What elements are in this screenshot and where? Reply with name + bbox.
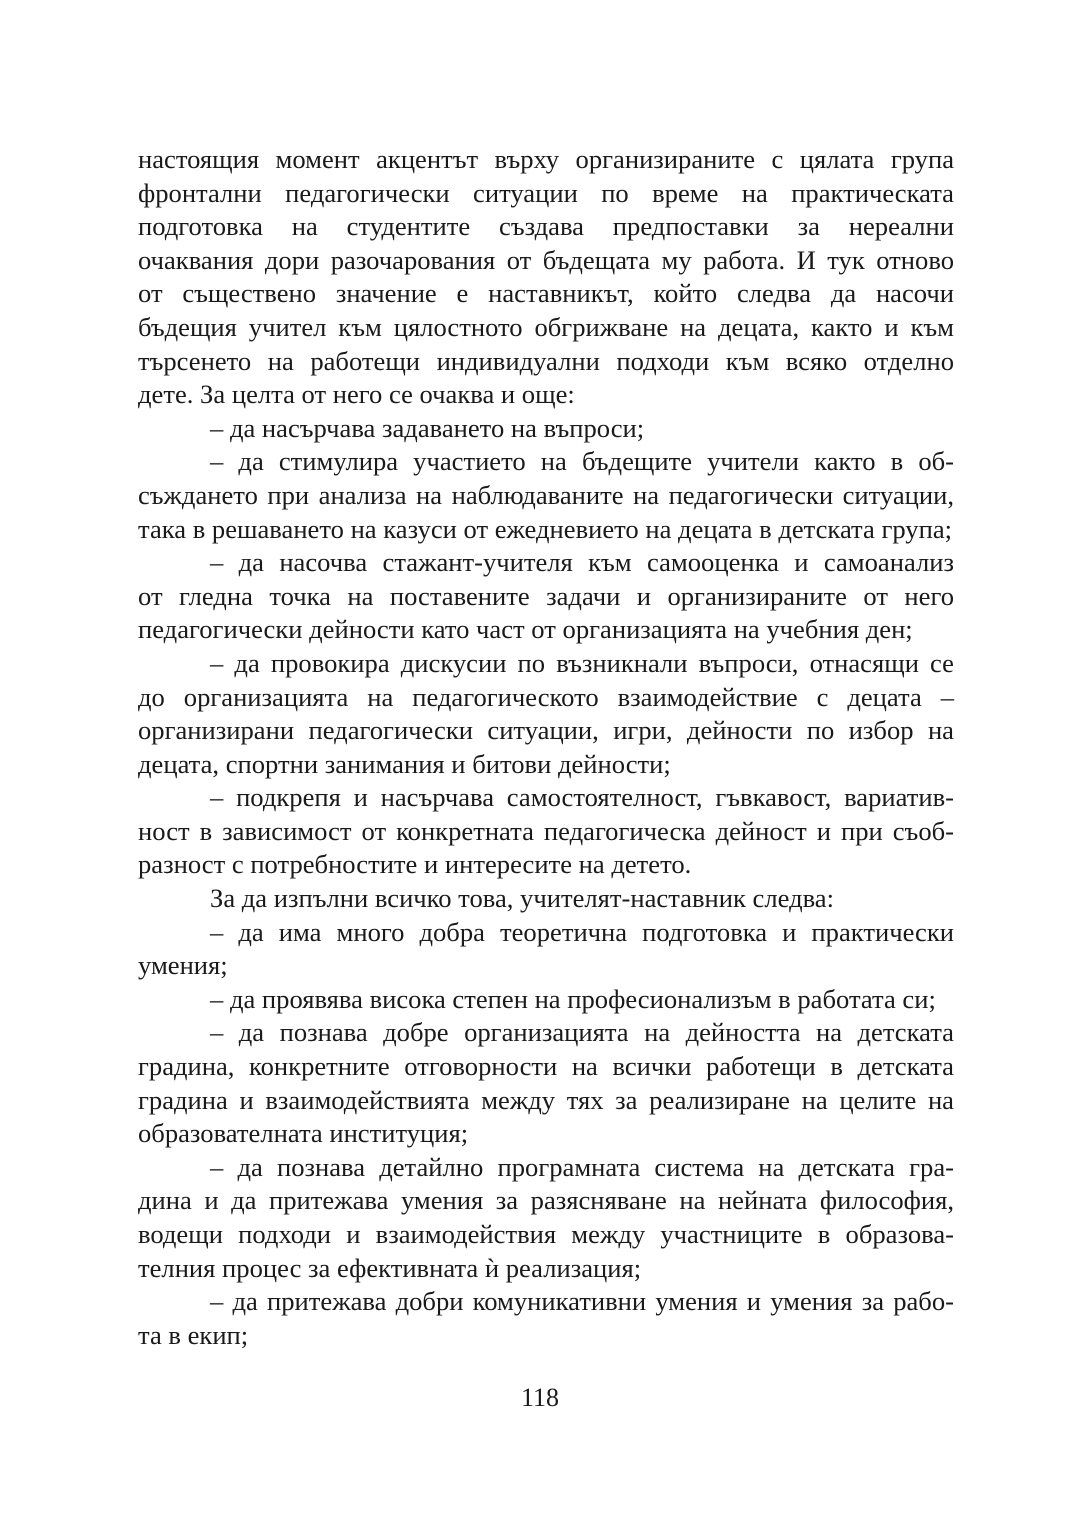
list-item-line: – да има много добра теоретична подготовка и практически [210, 916, 954, 947]
text-line: бъдещия учител към цялостното обгрижване на децата, както и към [138, 311, 954, 342]
text-line: подготовка на студентите създава предпоставки за нереални [138, 211, 954, 242]
list-item-line: – да насочва стажант-учителя към самооценка и самоанализ [210, 547, 954, 578]
text-line: дете. За целта от него се очаква и още: [138, 379, 575, 410]
list-item-line: – да проявява висока степен на професионализъм в работата си; [210, 983, 936, 1014]
list-item-line: – да познава детайлно програмната система на детската гра- [210, 1151, 954, 1182]
text-line: търсенето на работещи индивидуални подходи към всяко отделно [138, 345, 954, 376]
text-line: от гледна точка на поставените задачи и организираните от него [138, 580, 954, 611]
text-line: така в решаването на казуси от ежедневието на децата в детската група; [138, 513, 953, 544]
text-line: градина и взаимодействията между тях за реализиране на целите на [138, 1084, 954, 1115]
text-line: умения; [138, 950, 228, 981]
text-line: градина, конкретните отговорности на всички работещи в детската [138, 1051, 954, 1082]
text-line: та в екип; [138, 1319, 249, 1350]
text-line: децата, спортни занимания и битови дейности; [138, 748, 671, 779]
text-line: фронтални педагогически ситуации по време на практическата [138, 177, 954, 208]
list-item-line: – да насърчава задаването на въпроси; [210, 412, 645, 443]
text-line: настоящия момент акцентът върху организираните с цялата група [138, 144, 954, 174]
page-number: 118 [520, 1383, 560, 1412]
list-item-line: – да провокира дискусии по възникнали въпроси, отнасящи се [210, 647, 954, 678]
text-line: образователната институция; [138, 1118, 469, 1149]
body-text [138, 143, 954, 1352]
list-item-line: – да притежава добри комуникативни умения и умения за рабо- [210, 1286, 954, 1317]
text-line: ност в зависимост от конкретната педагогическа дейност и при съоб- [138, 815, 954, 846]
text-line: дина и да притежава умения за разясняване на нейната философия, [138, 1185, 954, 1216]
text-line: водещи подходи и взаимодействия между участниците в образова- [138, 1219, 954, 1249]
text-line: педагогически дейности като част от организацията на учебния ден; [138, 614, 913, 645]
text-line: очаквания дори разочарования от бъдещата му работа. И тук отново [138, 244, 954, 275]
text-line: съждането при анализа на наблюдаваните на педагогически ситуации, [138, 479, 954, 510]
text-line: до организацията на педагогическото взаимодействие с децата – [138, 681, 954, 712]
list-item-line: – да познава добре организацията на дейността на детската [210, 1017, 954, 1048]
paragraph-line: За да изпълни всичко това, учителят-наставник следва: [210, 883, 835, 914]
text-line: от съществено значение е наставникът, който следва да насочи [138, 278, 954, 309]
list-item-line: – подкрепя и насърчава самостоятелност, гъвкавост, вариатив- [210, 782, 954, 813]
text-line: разност с потребностите и интересите на детето. [138, 849, 692, 880]
text-line: телния процес за ефективната ѝ реализация; [138, 1252, 642, 1283]
text-line: организирани педагогически ситуации, игри, дейности по избор на [138, 715, 954, 746]
list-item-line: – да стимулира участието на бъдещите учители както в об- [210, 446, 954, 477]
